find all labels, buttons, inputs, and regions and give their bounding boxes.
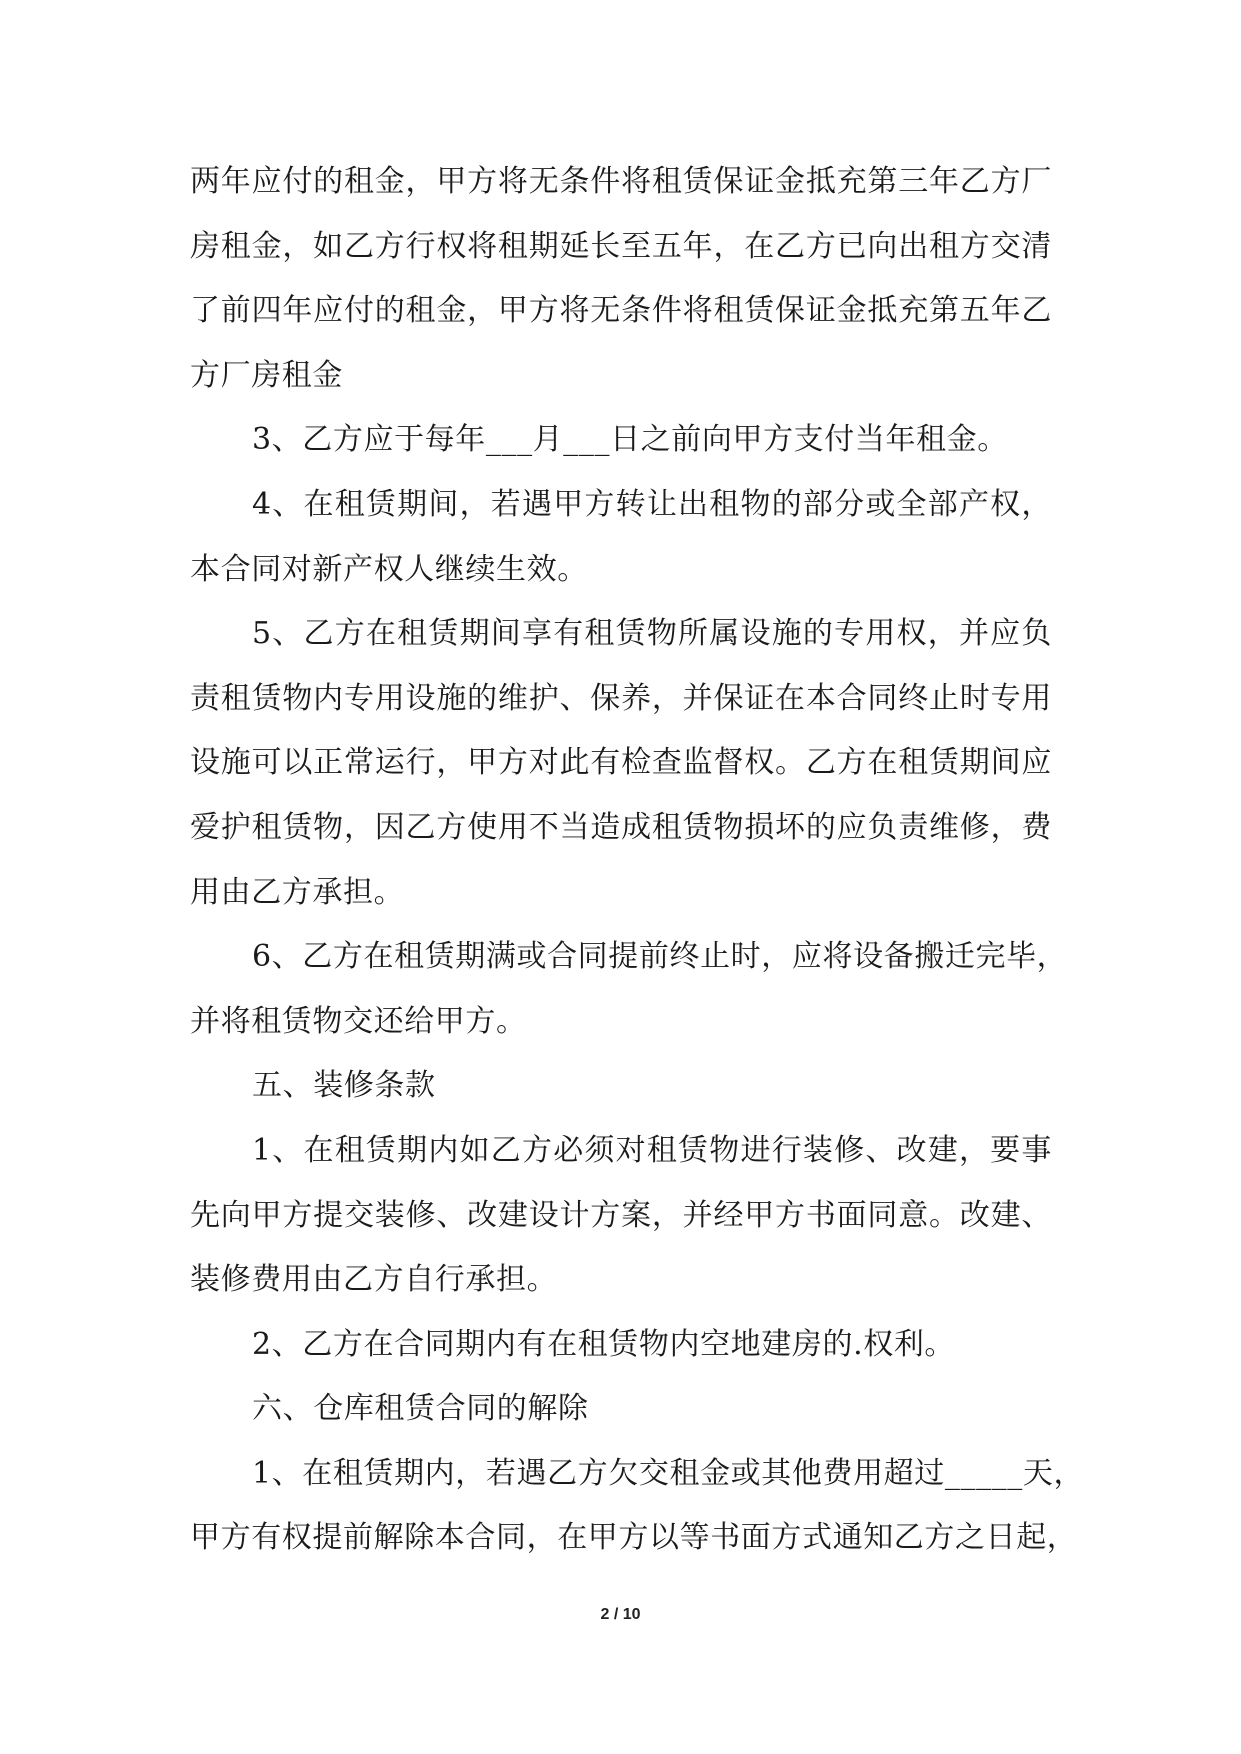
text-line: 6、乙方在租赁期满或合同提前终止时，应将设备搬迁完毕， bbox=[252, 939, 1068, 975]
text-line: 方厂房租金 bbox=[190, 357, 343, 393]
section-heading: 六、仓库租赁合同的解除 bbox=[252, 1391, 589, 1427]
document-body bbox=[190, 150, 1085, 1571]
text-line: 设施可以正常运行，甲方对此有检查监督权。乙方在租赁期间应 bbox=[190, 745, 1052, 781]
page-number: 2 / 10 bbox=[600, 1606, 641, 1623]
text-line: 并将租赁物交还给甲方。 bbox=[190, 1003, 527, 1039]
text-line: 了前四年应付的租金，甲方将无条件将租赁保证金抵充第五年乙 bbox=[190, 293, 1052, 329]
text-line: 责租赁物内专用设施的维护、保养，并保证在本合同终止时专用 bbox=[190, 680, 1052, 716]
text-line: 5、乙方在租赁期间享有租赁物所属设施的专用权，并应负 bbox=[252, 616, 1052, 652]
text-line: 装修费用由乙方自行承担。 bbox=[190, 1262, 558, 1298]
text-line: 房租金，如乙方行权将租期延长至五年，在乙方已向出租方交清 bbox=[190, 228, 1052, 264]
section-heading: 五、装修条款 bbox=[252, 1068, 436, 1104]
text-line: 先向甲方提交装修、改建设计方案，并经甲方书面同意。改建、 bbox=[190, 1197, 1052, 1233]
text-line: 用由乙方承担。 bbox=[190, 874, 405, 910]
text-line: 两年应付的租金，甲方将无条件将租赁保证金抵充第三年乙方厂 bbox=[190, 164, 1052, 199]
text-line: 1、在租赁期内，若遇乙方欠交租金或其他费用超过_____天， bbox=[252, 1455, 1085, 1491]
text-line: 本合同对新产权人继续生效。 bbox=[190, 551, 588, 587]
text-line: 4、在租赁期间，若遇甲方转让出租物的部分或全部产权， bbox=[252, 486, 1052, 522]
text-line: 甲方有权提前解除本合同，在甲方以等书面方式通知乙方之日起， bbox=[190, 1520, 1078, 1556]
text-line: 1、在租赁期内如乙方必须对租赁物进行装修、改建，要事 bbox=[252, 1132, 1052, 1168]
text-line: 2、乙方在合同期内有在租赁物内空地建房的.权利。 bbox=[252, 1326, 956, 1362]
text-line: 爱护租赁物，因乙方使用不当造成租赁物损坏的应负责维修，费 bbox=[190, 809, 1052, 845]
text-line: 3、乙方应于每年___月___日之前向甲方支付当年租金。 bbox=[252, 422, 1008, 458]
